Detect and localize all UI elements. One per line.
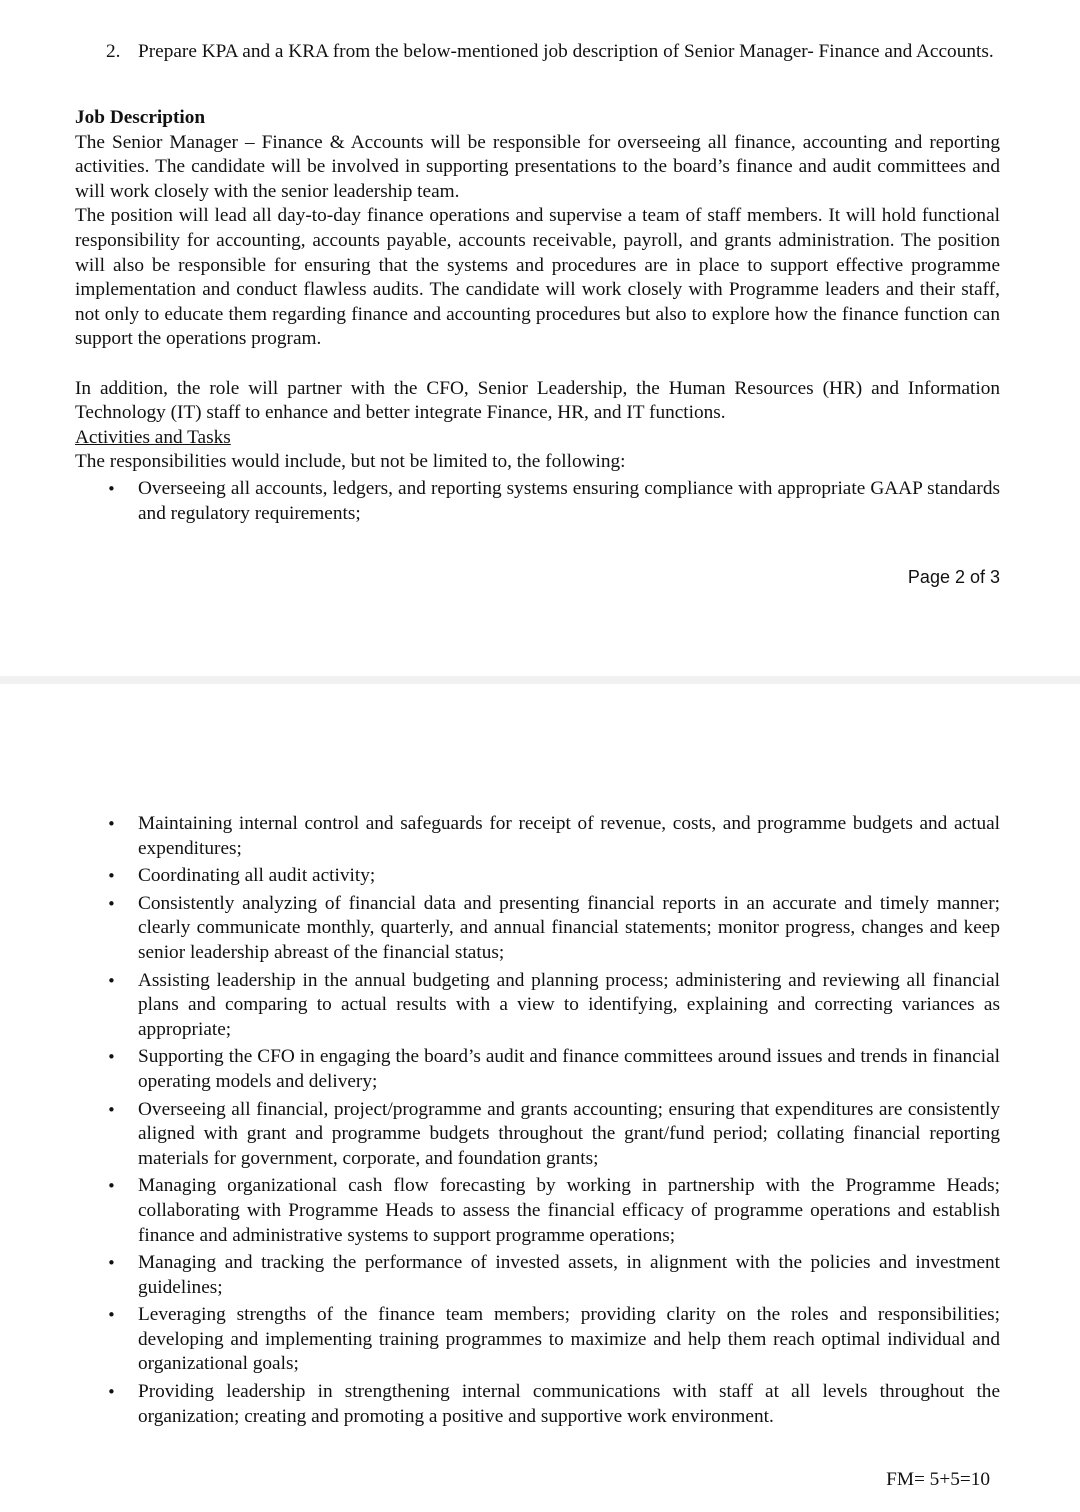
bullet-marker: •	[107, 1177, 116, 1196]
bullet-marker: •	[107, 1048, 116, 1067]
question-text: Prepare KPA and a KRA from the below-mentioned job description of Senior Manager- Finance and Accounts.	[138, 41, 994, 62]
bullet-marker: •	[107, 971, 116, 990]
list-item-text: Coordinating all audit activity;	[138, 865, 376, 887]
list-item	[75, 1174, 1000, 1248]
bullet-marker: •	[107, 1306, 116, 1325]
activities-heading: Activities and Tasks	[75, 426, 231, 448]
list-item-text: Managing organizational cash flow forecasting by working in partnership with the Programme Heads; collaborating with Programme Heads to assess the financial efficacy of programme operations and establish finance and administrative systems to support programme operations;	[138, 1175, 1000, 1246]
list-item-text: Maintaining internal control and safeguards for receipt of revenue, costs, and programme budgets and actual expenditures;	[138, 813, 1000, 859]
job-description-section	[75, 106, 1000, 529]
list-item	[75, 1303, 1000, 1377]
question-item	[75, 40, 1000, 65]
list-item	[75, 812, 1000, 861]
list-item	[75, 864, 1000, 889]
page-separator	[0, 676, 1080, 684]
list-item-text: Overseeing all financial, project/programme and grants accounting; ensuring that expenditures are consistently aligned with grant and programme budgets throughout the grant/fund period; collating financial reporting materials for government, corporate, and foundation grants;	[138, 1098, 1000, 1169]
list-item-text: Consistently analyzing of financial data and presenting financial reports in an accurate and timely manner; clearly communicate monthly, quarterly, and annual financial statements; monitor progress, changes and keep senior leadership abreast of the financial status;	[138, 892, 1000, 963]
list-item-text: Managing and tracking the performance of invested assets, in alignment with the policies and investment guidelines;	[138, 1252, 1000, 1298]
bullet-marker: •	[107, 867, 116, 886]
job-description-paragraph-2: The position will lead all day-to-day finance operations and supervise a team of staff members. It will hold functional responsibility for accounting, accounts payable, accounts receivable, payroll, and grants administration. The position will also be responsible for ensuring that the systems and procedures are in place to support effective programme implementation and conduct flawless audits. The candidate will work closely with Programme leaders and their staff, not only to educate them regarding finance and accounting procedures but also to explore how the finance function can support the operations program.	[75, 205, 1000, 350]
list-item-text: Supporting the CFO in engaging the board’s audit and finance committees around issues and trends in financial operating models and delivery;	[138, 1046, 1000, 1092]
paragraph-spacer	[75, 352, 1000, 377]
list-item	[75, 969, 1000, 1043]
job-description-paragraph-3: In addition, the role will partner with the CFO, Senior Leadership, the Human Resources (HR) and Information Technology (IT) staff to enhance and better integrate Finance, HR, and IT functions.	[75, 377, 1000, 424]
list-item-text: Overseeing all accounts, ledgers, and reporting systems ensuring compliance with appropriate GAAP standards and regulatory requirements;	[138, 477, 1000, 524]
bullet-marker: •	[107, 1254, 116, 1273]
list-item	[75, 477, 1000, 526]
bullet-marker: •	[107, 1100, 116, 1119]
bullet-marker: •	[107, 1383, 116, 1402]
list-item	[75, 892, 1000, 966]
activities-intro: The responsibilities would include, but not be limited to, the following:	[75, 451, 626, 473]
list-item	[75, 1045, 1000, 1094]
list-item	[75, 1251, 1000, 1300]
activities-list-page-2	[75, 812, 1000, 1429]
question-number: 2.	[106, 41, 121, 62]
full-marks: FM= 5+5=10	[886, 1469, 990, 1490]
page-number: Page 2 of 3	[907, 567, 1000, 587]
document-page-1	[0, 0, 1080, 676]
list-item	[75, 1098, 1000, 1172]
document-page-2	[0, 684, 1080, 1512]
bullet-marker: •	[107, 894, 116, 913]
list-item	[75, 1380, 1000, 1429]
activities-list-page-1	[75, 477, 1000, 526]
bullet-marker: •	[107, 479, 116, 498]
job-description-heading: Job Description	[75, 107, 206, 128]
bullet-marker: •	[107, 815, 116, 833]
list-item-text: Assisting leadership in the annual budgeting and planning process; administering and reviewing all financial plans and comparing to actual results with a view to identifying, explaining and correcting variances as appropriate;	[138, 969, 1000, 1040]
list-item-text: Leveraging strengths of the finance team members; providing clarity on the roles and responsibilities; developing and implementing training programmes to maximize and help them reach optimal individual and organizational goals;	[138, 1304, 1000, 1375]
activities-continued	[75, 812, 1000, 1432]
list-item-text: Providing leadership in strengthening internal communications with staff at all levels throughout the organization; creating and promoting a positive and supportive work environment.	[138, 1381, 1000, 1427]
job-description-paragraph-1: The Senior Manager – Finance & Accounts will be responsible for overseeing all finance, accounting and reporting activities. The candidate will be involved in supporting presentations to the board’s finance and audit committees and will work closely with the senior leadership team.	[75, 131, 1000, 202]
